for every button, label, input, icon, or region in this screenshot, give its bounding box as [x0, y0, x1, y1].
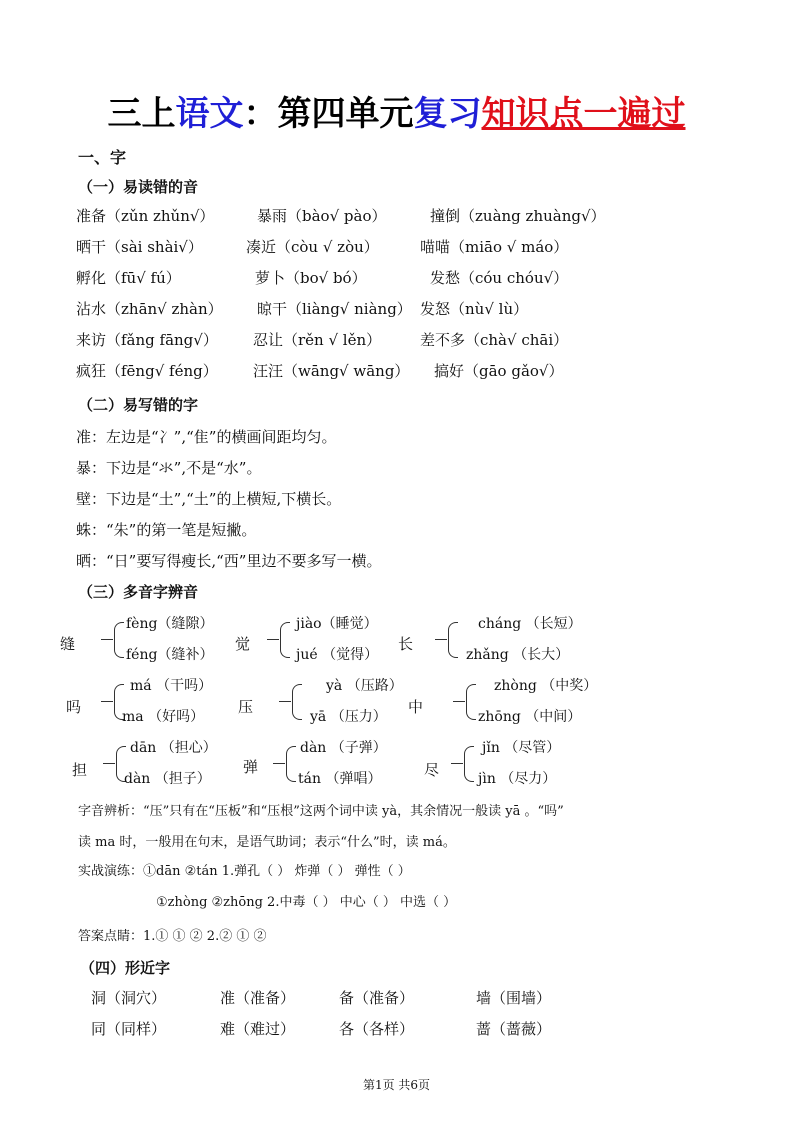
polyphone-reading: zhǎng （长大） [466, 647, 570, 663]
polyphone-reading: dàn （子弹） [300, 740, 387, 756]
writing-tip: 准：左边是“冫”,“隹”的横画间距均匀。 [76, 428, 337, 446]
polyphone-reading: fèng（缝隙） [126, 616, 214, 632]
polyphone-reading: dàn （担子） [124, 771, 211, 787]
pron-cell: 沾水（zhān√ zhàn） [76, 300, 223, 318]
pron-cell: 汪汪（wāng√ wāng） [253, 362, 410, 380]
pron-cell: 忍让（rěn √ lěn） [253, 331, 382, 349]
polyphone-reading: jiào（睡觉） [296, 616, 378, 632]
brace [280, 622, 290, 658]
subheading-writing: （二）易写错的字 [78, 396, 199, 414]
analysis-line: 字音辨析：“压”只有在“压板”和“压根”这两个词中读 yà，其余情况一般读 yā 。“吗” [78, 804, 564, 819]
analysis-line: 读 ma 时，一般用在句末，是语气助词；表示“什么”时，读 má。 [78, 835, 456, 850]
brace [292, 684, 302, 720]
polyphone-reading: jìn （尽力） [478, 771, 557, 787]
pron-cell: 暴雨（bào√ pào） [257, 207, 387, 225]
polyphone-reading: jǐn （尽管） [482, 740, 561, 756]
polyphone-char: 吗 [66, 698, 82, 716]
polyphone-reading: tán （弹唱） [298, 771, 382, 787]
polyphone-reading: féng（缝补） [126, 647, 214, 663]
brace-tick [103, 763, 115, 764]
brace-tick [101, 639, 113, 640]
pron-cell: 凑近（còu √ zòu） [246, 238, 379, 256]
title-part-3: ：第四单元 [243, 94, 414, 134]
polyphone-reading: yā （压力） [310, 709, 387, 725]
brace [466, 684, 476, 720]
subheading-similar: （四）形近字 [80, 959, 171, 977]
brace-tick [453, 701, 465, 702]
polyphone-char: 压 [238, 698, 254, 716]
pron-cell: 喵喵（miāo √ máo） [420, 238, 569, 256]
brace-tick [435, 639, 447, 640]
polyphone-reading: jué （觉得） [296, 647, 379, 663]
page-title [0, 86, 793, 135]
writing-tip: 壁：下边是“土”,“土”的上横短,下横长。 [76, 490, 342, 508]
polyphone-reading: ma （好吗） [122, 709, 205, 725]
pron-cell: 发愁（cóu chóu√） [430, 269, 569, 287]
similar-char: 洞（洞穴） [91, 989, 167, 1007]
brace [286, 746, 296, 782]
polyphone-reading: yà （压路） [326, 678, 403, 694]
polyphone-char: 中 [408, 698, 424, 716]
polyphone-reading: zhōng （中间） [478, 709, 582, 725]
similar-char: 各（各样） [339, 1020, 415, 1038]
similar-char: 同（同样） [91, 1020, 167, 1038]
title-part-1: 三上 [107, 94, 176, 134]
brace-tick [101, 701, 113, 702]
polyphone-char: 觉 [235, 635, 251, 653]
polyphone-char: 缝 [60, 635, 76, 653]
pron-cell: 搞好（gāo gǎo√） [434, 362, 564, 380]
polyphone-char: 长 [398, 635, 414, 653]
polyphone-reading: dān （担心） [130, 740, 217, 756]
practice-line: ①zhòng ②zhōng 2.中毒（ ） 中心（ ） 中选（ ） [156, 895, 457, 910]
polyphone-char: 弹 [243, 758, 259, 776]
pron-cell: 晾干（liàng√ niàng） [257, 300, 412, 318]
brace-tick [451, 763, 463, 764]
pron-cell: 发怒（nù√ lù） [420, 300, 529, 318]
pron-cell: 撞倒（zuàng zhuàng√） [430, 207, 606, 225]
brace-tick [267, 639, 279, 640]
polyphone-reading: cháng （长短） [478, 616, 582, 632]
similar-char: 备（准备） [339, 989, 415, 1007]
pron-cell: 准备（zǔn zhǔn√） [76, 207, 215, 225]
subheading-pronunciation: （一）易读错的音 [78, 178, 199, 196]
brace [114, 622, 124, 658]
title-part-4: 复习 [413, 94, 482, 134]
practice-line: 实战演练：①dān ②tán 1.弹孔（ ） 炸弹（ ） 弹性（ ） [78, 864, 411, 879]
pron-cell: 孵化（fū√ fú） [76, 269, 181, 287]
polyphone-reading: zhòng （中奖） [494, 678, 598, 694]
brace-tick [279, 701, 291, 702]
brace [448, 622, 458, 658]
pron-cell: 晒干（sài shài√） [76, 238, 203, 256]
subheading-polyphone: （三）多音字辨音 [78, 583, 199, 601]
polyphone-reading: má （干吗） [130, 678, 213, 694]
pron-cell: 差不多（chà√ chāi） [420, 331, 569, 349]
similar-char: 准（准备） [220, 989, 296, 1007]
similar-char: 难（难过） [220, 1020, 296, 1038]
page-footer: 第1页 共6页 [362, 1078, 431, 1092]
brace-tick [273, 763, 285, 764]
pron-cell: 来访（fǎng fāng√） [76, 331, 218, 349]
similar-char: 蔷（蔷薇） [476, 1020, 552, 1038]
writing-tip: 蛛：“朱”的第一笔是短撇。 [76, 521, 257, 539]
pron-cell: 萝卜（bo√ bó） [255, 269, 367, 287]
writing-tip: 晒：“日”要写得瘦长,“西”里边不要多写一横。 [76, 552, 382, 570]
title-part-5: 知识点一遍过 [481, 94, 686, 134]
similar-char: 墙（围墙） [476, 989, 552, 1007]
polyphone-char: 担 [72, 761, 88, 779]
section-heading-chars: 一、字 [78, 148, 127, 167]
answer-line: 答案点睛：1.① ① ② 2.② ① ② [78, 929, 267, 944]
polyphone-char: 尽 [424, 761, 440, 779]
title-part-2: 语文 [175, 94, 244, 134]
writing-tip: 暴：下边是“氺”,不是“水”。 [76, 459, 262, 477]
pron-cell: 疯狂（fēng√ féng） [76, 362, 218, 380]
brace [464, 746, 474, 782]
